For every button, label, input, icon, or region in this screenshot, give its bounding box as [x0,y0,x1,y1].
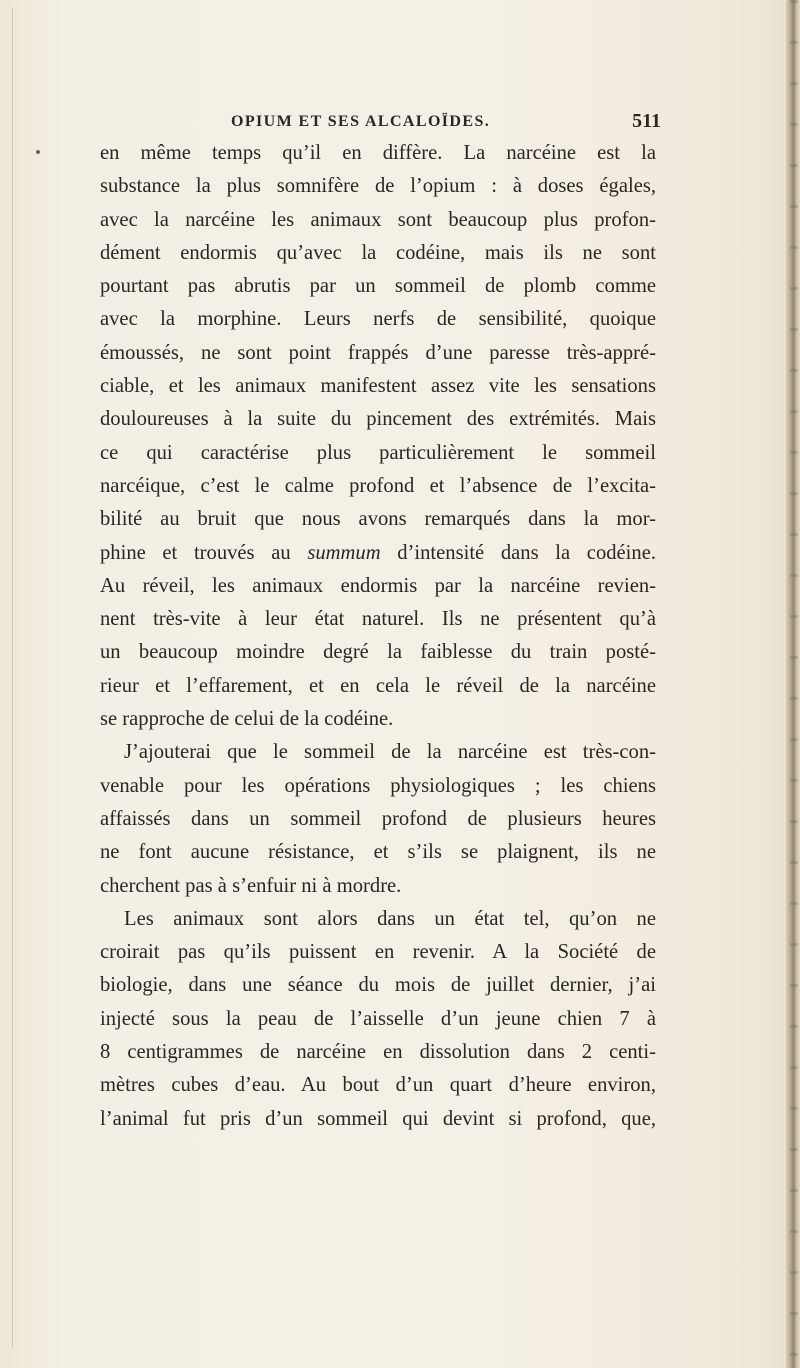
margin-dot [36,150,40,154]
text-line: pourtant pas abrutis par un sommeil de plomb comme [100,275,656,298]
text-line: l’animal fut pris d’un sommeil qui devint si profond, que, [100,1107,656,1130]
text-line: ne font aucune résistance, et s’ils se plaignent, ils ne [100,841,656,864]
text-line: nent très-vite à leur état naturel. Ils ne présentent qu’à [100,608,656,631]
text-line: croirait pas qu’ils puissent en revenir. A la Société de [100,941,656,964]
text-line: bilité au bruit que nous avons remarqués dans la mor- [100,508,656,531]
text-line: injecté sous la peau de l’aisselle d’un jeune chien 7 à [100,1007,656,1030]
text-line: émoussés, ne sont point frappés d’une paresse très-appré- [100,341,656,364]
text-line: substance la plus somnifère de l’opium : à doses égales, [100,175,656,198]
italic-word: summum [307,541,381,564]
text-line: 8 centigrammes de narcéine en dissolution dans 2 centi- [100,1041,656,1064]
text-segment: phine et trouvés au [100,541,308,564]
text-line: Les animaux sont alors dans un état tel, qu’on ne [124,907,656,930]
text-line: dément endormis qu’avec la codéine, mais ils ne sont [100,241,656,264]
text-segment: d’intensité dans la codéine. [380,541,656,564]
text-line: rieur et l’effarement, et en cela le réveil de la narcéine [100,674,656,697]
body-text [100,137,656,1136]
text-line: douloureuses à la suite du pincement des extrémités. Mais [100,408,656,431]
text-line: avec la morphine. Leurs nerfs de sensibilité, quoique [100,308,656,331]
text-line: se rapproche de celui de la codéine. [100,708,394,731]
running-head: OPIUM ET SES ALCALOÏDES. [231,113,491,130]
text-line: narcéique, c’est le calme profond et l’absence de l’excita- [100,474,656,497]
page-header [231,110,661,137]
text-line [100,537,656,570]
text-line: Au réveil, les animaux endormis par la narcéine revien- [100,574,656,597]
text-line: J’ajouterai que le sommeil de la narcéine est très-con- [124,741,656,764]
text-line: en même temps qu’il en diffère. La narcéine est la [100,142,656,164]
text-line: mètres cubes d’eau. Au bout d’un quart d’heure environ, [100,1074,656,1097]
text-line: venable pour les opérations physiologiques ; les chiens [100,774,656,797]
text-line: ciable, et les animaux manifestent assez vite les sensations [100,375,656,398]
text-line: cherchent pas à s’enfuir ni à mordre. [100,874,402,897]
gutter-line [12,8,13,1348]
text-line: avec la narcéine les animaux sont beaucoup plus profon- [100,208,656,231]
page-edge-specks [790,0,798,1368]
text-line: affaissés dans un sommeil profond de plusieurs heures [100,807,656,830]
text-line: biologie, dans une séance du mois de juillet dernier, j’ai [100,974,656,997]
text-line: ce qui caractérise plus particulièrement le sommeil [100,441,656,464]
page-number: 511 [632,110,661,132]
text-line: un beaucoup moindre degré la faiblesse du train posté- [100,641,656,664]
